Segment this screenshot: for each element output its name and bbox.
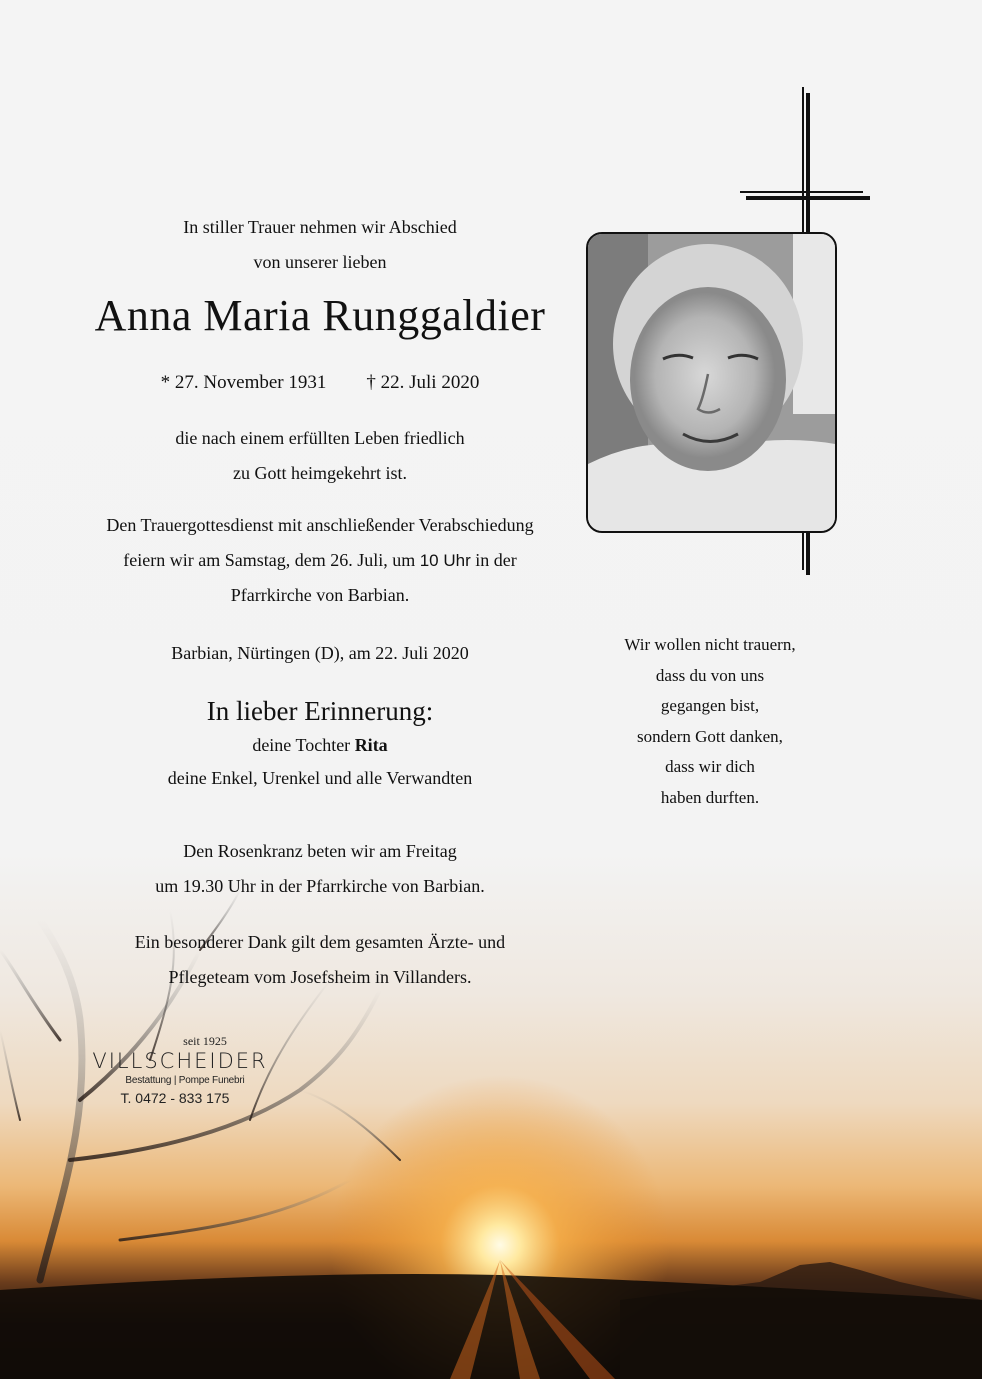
service-time: 10 Uhr — [419, 551, 471, 570]
service-line: Pfarrkirche von Barbian. — [230, 585, 410, 605]
thanks-line: Ein besonderer Dank gilt dem gesamten Ärzte- und — [134, 932, 506, 952]
memory-daughter — [60, 729, 580, 762]
passing-text — [60, 421, 580, 491]
funeral-home-subtitle: Bestattung | Pompe Funebri — [125, 1075, 245, 1086]
poem-line: Wir wollen nicht trauern, — [624, 635, 796, 654]
thanks-text — [60, 925, 580, 995]
portrait-image — [588, 234, 835, 531]
cross-thick-horizontal — [746, 196, 870, 200]
service-line-post: in der — [470, 550, 517, 570]
intro-line: von unserer lieben — [253, 252, 387, 272]
life-dates — [60, 372, 580, 394]
intro-text — [60, 210, 580, 280]
memory-title: In lieber Erinnerung: — [206, 696, 434, 726]
poem-line: sondern Gott danken, — [637, 726, 783, 746]
poem-line: dass wir dich — [665, 757, 755, 776]
funeral-home-phone: T. 0472 - 833 175 — [120, 1090, 230, 1106]
service-text — [60, 508, 580, 613]
poem-line: dass du von uns — [655, 665, 765, 685]
deceased-name: Anna Maria Runggaldier — [94, 291, 546, 340]
poem-line: gegangen bist, — [660, 696, 760, 715]
thanks-line: Pflegeteam vom Josefsheim in Villanders. — [168, 967, 472, 987]
daughter-pre: deine Tochter — [252, 735, 355, 755]
cross-thin-horizontal — [740, 191, 863, 193]
memory-family: deine Enkel, Urenkel und alle Verwandten — [167, 768, 473, 788]
passing-line: zu Gott heimgekehrt ist. — [233, 463, 407, 483]
rosary-line: Den Rosenkranz beten wir am Freitag — [183, 841, 457, 861]
portrait-photo — [586, 232, 837, 533]
poem-line: haben durften. — [660, 787, 760, 807]
rosary-line: um 19.30 Uhr in der Pfarrkirche von Barbian. — [155, 876, 485, 896]
intro-line: In stiller Trauer nehmen wir Abschied — [183, 217, 457, 237]
death-date: † 22. Juli 2020 — [366, 372, 480, 393]
daughter-name: Rita — [354, 735, 388, 755]
poem — [585, 630, 835, 813]
service-line: Den Trauergottesdienst mit anschließender Verabschiedung — [106, 515, 534, 535]
memory-section — [60, 696, 580, 795]
service-line — [60, 543, 580, 578]
passing-line: die nach einem erfüllten Leben friedlich — [175, 428, 465, 448]
funeral-home-since: seit 1925 — [183, 1034, 227, 1048]
rosary-text — [60, 834, 580, 904]
birth-date: * 27. November 1931 — [160, 372, 327, 393]
funeral-home-name: VILLSCHEIDER — [92, 1049, 268, 1073]
place-date: Barbian, Nürtingen (D), am 22. Juli 2020 — [171, 643, 469, 663]
funeral-home-logo — [80, 1034, 290, 1106]
service-line-pre: feiern wir am Samstag, dem 26. Juli, um — [123, 550, 420, 570]
